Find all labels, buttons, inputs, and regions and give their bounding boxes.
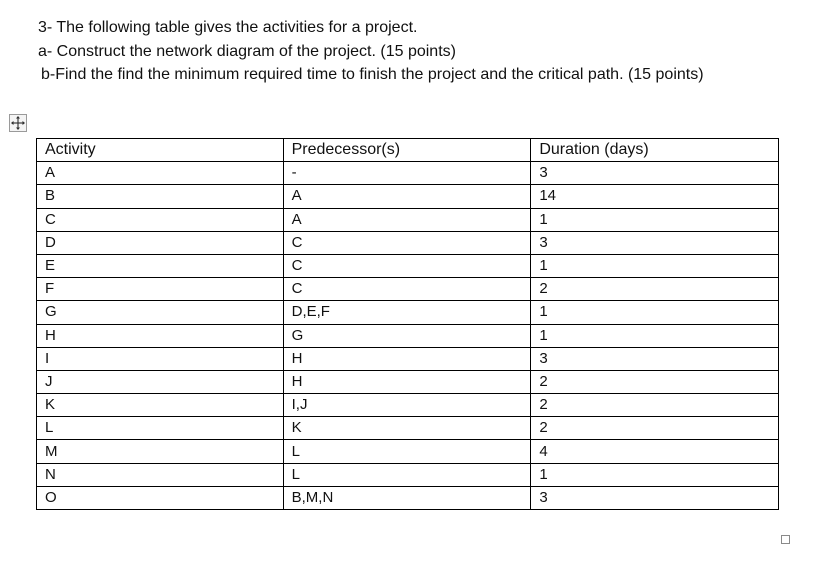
table-header-row <box>37 139 779 162</box>
duration-cell: 2 <box>531 278 779 301</box>
activity-cell: H <box>37 324 284 347</box>
duration-cell: 1 <box>531 463 779 486</box>
activity-cell: K <box>37 394 284 417</box>
activity-cell: N <box>37 463 284 486</box>
activity-cell: D <box>37 231 284 254</box>
predecessor-cell: L <box>283 440 531 463</box>
question-part-a: a- Construct the network diagram of the project. (15 points) <box>38 42 456 60</box>
question-text <box>38 16 798 87</box>
question-title: 3- The following table gives the activities for a project. <box>38 19 418 36</box>
table-row <box>37 162 779 185</box>
duration-cell: 2 <box>531 417 779 440</box>
table-row <box>37 301 779 324</box>
predecessor-cell: H <box>283 370 531 393</box>
table-row <box>37 370 779 393</box>
duration-cell: 3 <box>531 347 779 370</box>
table-row <box>37 463 779 486</box>
duration-cell: 2 <box>531 394 779 417</box>
duration-cell: 3 <box>531 486 779 509</box>
duration-cell: 4 <box>531 440 779 463</box>
predecessor-cell: - <box>283 162 531 185</box>
table-resize-handle[interactable] <box>781 535 790 544</box>
activity-cell: J <box>37 370 284 393</box>
question-part-b: b-Find the find the minimum required time to finish the project and the critical path. (15 points) <box>41 66 704 83</box>
four-way-arrow-icon <box>10 115 26 131</box>
predecessor-cell: C <box>283 278 531 301</box>
predecessor-cell: A <box>283 208 531 231</box>
predecessor-cell: I,J <box>283 394 531 417</box>
table-row <box>37 208 779 231</box>
predecessor-cell: G <box>283 324 531 347</box>
predecessor-cell: H <box>283 347 531 370</box>
duration-cell: 14 <box>531 185 779 208</box>
predecessor-cell: C <box>283 254 531 277</box>
header-predecessors: Predecessor(s) <box>283 139 531 162</box>
activity-cell: G <box>37 301 284 324</box>
duration-cell: 3 <box>531 162 779 185</box>
duration-cell: 1 <box>531 208 779 231</box>
activity-cell: O <box>37 486 284 509</box>
activity-cell: E <box>37 254 284 277</box>
predecessor-cell: L <box>283 463 531 486</box>
activity-cell: L <box>37 417 284 440</box>
activity-cell: I <box>37 347 284 370</box>
duration-cell: 2 <box>531 370 779 393</box>
table-row <box>37 254 779 277</box>
predecessor-cell: K <box>283 417 531 440</box>
predecessor-cell: D,E,F <box>283 301 531 324</box>
activities-table <box>36 138 779 510</box>
duration-cell: 1 <box>531 301 779 324</box>
activity-cell: A <box>37 162 284 185</box>
table-row <box>37 417 779 440</box>
table-row <box>37 486 779 509</box>
predecessor-cell: A <box>283 185 531 208</box>
duration-cell: 1 <box>531 254 779 277</box>
activity-cell: F <box>37 278 284 301</box>
activity-cell: C <box>37 208 284 231</box>
table-row <box>37 440 779 463</box>
header-activity: Activity <box>37 139 284 162</box>
table-move-handle-icon[interactable] <box>9 114 27 132</box>
activity-cell: M <box>37 440 284 463</box>
table-row <box>37 231 779 254</box>
duration-cell: 3 <box>531 231 779 254</box>
table-row <box>37 394 779 417</box>
predecessor-cell: C <box>283 231 531 254</box>
predecessor-cell: B,M,N <box>283 486 531 509</box>
table-row <box>37 185 779 208</box>
table-row <box>37 324 779 347</box>
duration-cell: 1 <box>531 324 779 347</box>
table-row <box>37 347 779 370</box>
activity-cell: B <box>37 185 284 208</box>
table-row <box>37 278 779 301</box>
header-duration: Duration (days) <box>531 139 779 162</box>
